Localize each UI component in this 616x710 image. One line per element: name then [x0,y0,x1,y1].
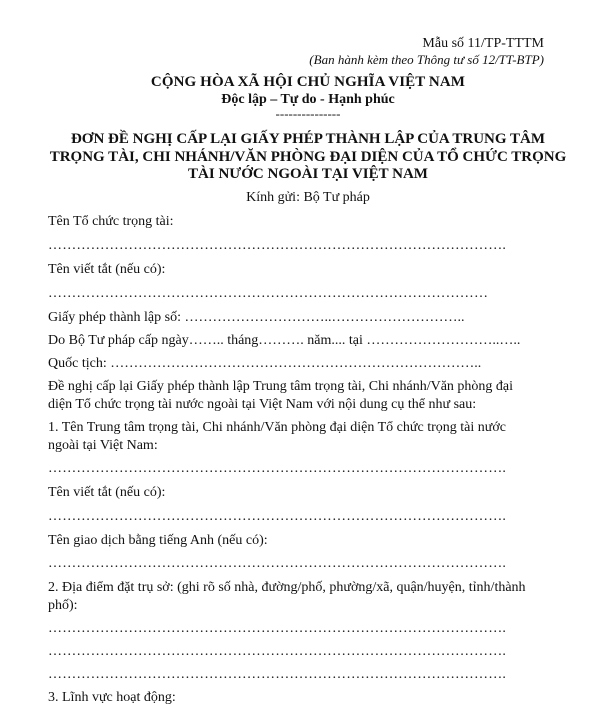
item2-address-field-1[interactable]: ……………………………………………………………………………………. [48,621,507,636]
org-name-label: Tên Tổ chức trọng tài: [48,214,174,229]
org-name-field[interactable]: ……………………………………………………………………………………. [48,238,507,253]
form-number: Mẫu số 11/TP-TTTM [422,36,544,51]
item2-address-field-2[interactable]: ……………………………………………………………………………………. [48,644,507,659]
motto-separator: --------------- [275,106,341,121]
item1-heading-line-2: ngoài tại Việt Nam: [48,438,158,453]
item1-english-field[interactable]: ……………………………………………………………………………………. [48,556,507,571]
form-title-line-2: TRỌNG TÀI, CHI NHÁNH/VĂN PHÒNG ĐẠI DIỆN CỦA TỔ CHỨC TRỌNG [49,149,567,165]
issued-with-note: (Ban hành kèm theo Thông tư số 12/TT-BTP) [309,52,544,67]
item1-heading-line-1: 1. Tên Trung tâm trọng tài, Chi nhánh/Văn phòng đại diện Tổ chức trọng tài nước [48,420,506,435]
item3-heading: 3. Lĩnh vực hoạt động: [48,690,176,705]
request-text-line-2: diện Tổ chức trọng tài nước ngoài tại Việt Nam với nội dung cụ thể như sau: [48,397,477,412]
abbr-label: Tên viết tắt (nếu có): [48,262,166,277]
national-motto: Độc lập – Tự do - Hạnh phúc [221,92,395,107]
item1-name-field[interactable]: ……………………………………………………………………………………. [48,461,507,476]
form-title-line-3: TÀI NƯỚC NGOÀI TẠI VIỆT NAM [188,166,428,182]
item1-abbr-field[interactable]: ……………………………………………………………………………………. [48,509,507,524]
item2-heading-line-2: phố): [48,598,78,613]
country-name: CỘNG HÒA XÃ HỘI CHỦ NGHĨA VIỆT NAM [150,74,466,90]
recipient: Kính gửi: Bộ Tư pháp [246,190,370,205]
abbr-field[interactable]: ………………………………………………………………………………… [48,286,489,301]
item2-address-field-3[interactable]: ……………………………………………………………………………………. [48,667,507,682]
issued-by-field[interactable]: Do Bộ Tư pháp cấp ngày…….. tháng………. năm.... tại ………………………..….. [48,333,521,348]
nationality-field[interactable]: Quốc tịch: …………………………………………………………………….. [48,356,482,371]
form-title-line-1: ĐƠN ĐỀ NGHỊ CẤP LẠI GIẤY PHÉP THÀNH LẬP CỦA TRUNG TÂM [70,131,546,147]
request-text-line-1: Đề nghị cấp lại Giấy phép thành lập Trung tâm trọng tài, Chi nhánh/Văn phòng đại [48,379,514,394]
item1-abbr-label: Tên viết tắt (nếu có): [48,485,166,500]
item2-heading-line-1: 2. Địa điểm đặt trụ sở: (ghi rõ số nhà, đường/phố, phường/xã, quận/huyện, tỉnh/thành [48,580,526,595]
item1-english-label: Tên giao dịch bằng tiếng Anh (nếu có): [48,533,268,548]
license-number-field[interactable]: Giấy phép thành lập số: …………………………..……………………….. [48,310,465,325]
